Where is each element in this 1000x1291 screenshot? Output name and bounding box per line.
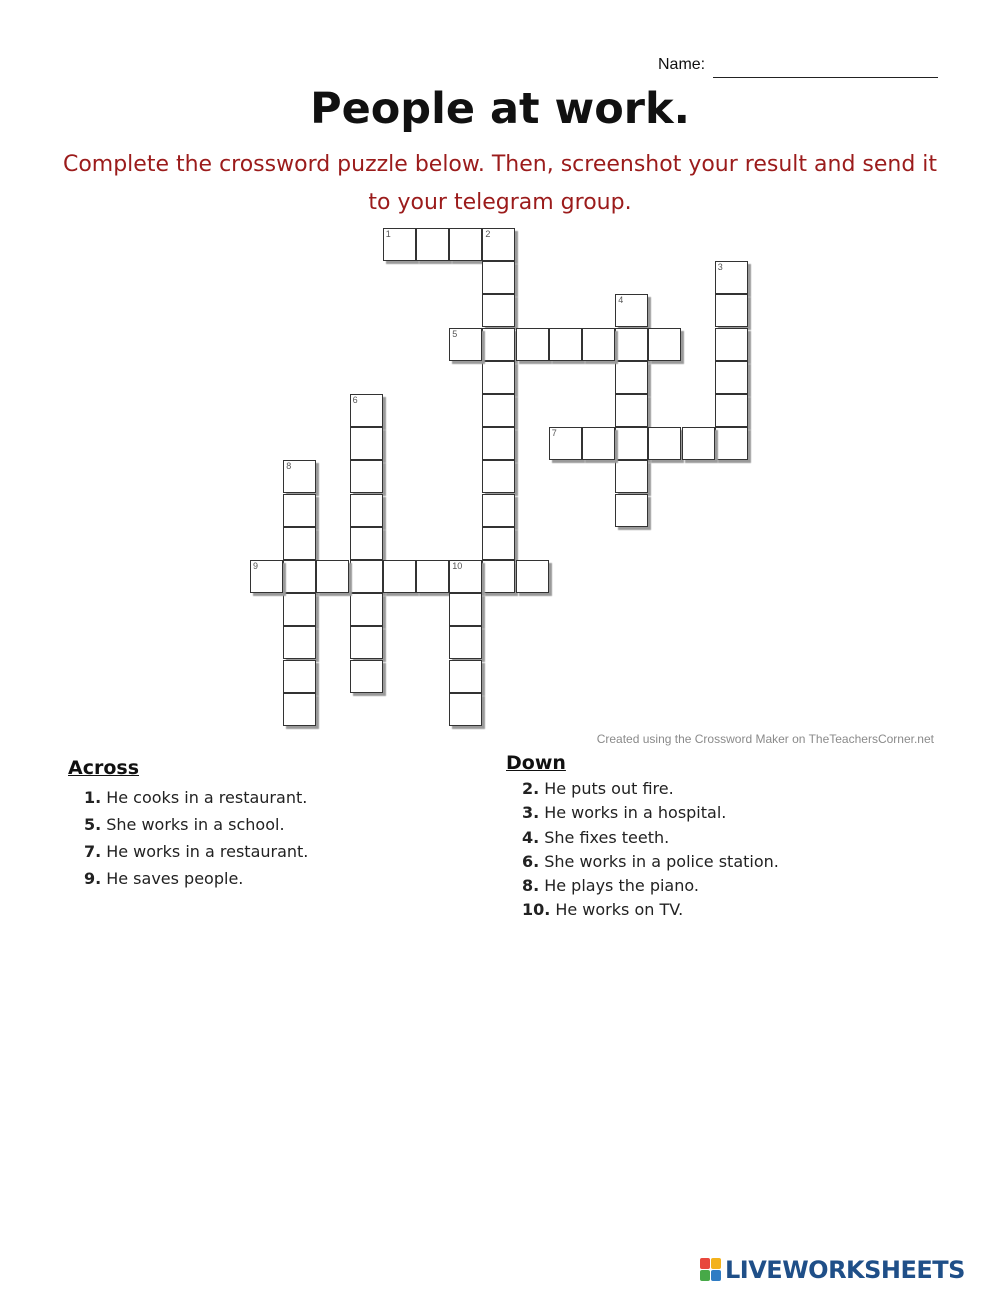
- crossword-cell[interactable]: [615, 494, 648, 527]
- crossword-cell[interactable]: [283, 660, 316, 693]
- mark-block-yellow: [711, 1258, 721, 1269]
- clue-item-number: 10.: [522, 900, 551, 920]
- clue-item-number: 8.: [522, 876, 540, 896]
- crossword-cell[interactable]: [516, 328, 549, 361]
- clue-item: [84, 842, 308, 869]
- crossword-cell[interactable]: [383, 560, 416, 593]
- crossword-cell[interactable]: [482, 361, 515, 394]
- down-heading: Down: [506, 752, 566, 774]
- crossword-cell[interactable]: [482, 394, 515, 427]
- crossword-cell[interactable]: [549, 427, 582, 460]
- clue-item-number: 5.: [84, 815, 102, 834]
- across-clues: [84, 788, 308, 896]
- page-title: People at work.: [310, 84, 690, 134]
- crossword-cell[interactable]: [350, 494, 383, 527]
- crossword-cell[interactable]: [482, 460, 515, 493]
- crossword-cell[interactable]: [350, 626, 383, 659]
- crossword-cell[interactable]: [283, 593, 316, 626]
- crossword-cell[interactable]: [283, 527, 316, 560]
- crossword-cell[interactable]: [350, 460, 383, 493]
- crossword-cell[interactable]: [615, 427, 648, 460]
- crossword-cell[interactable]: [383, 228, 416, 261]
- clue-item-text: She works in a police station.: [544, 851, 779, 871]
- mark-block-blue: [711, 1270, 721, 1281]
- crossword-cell[interactable]: [582, 427, 615, 460]
- crossword-cell[interactable]: [482, 228, 515, 261]
- clue-number: 2: [485, 229, 491, 239]
- crossword-cell[interactable]: [549, 328, 582, 361]
- logo-wordmark: LIVEWORKSHEETS: [725, 1256, 965, 1284]
- clue-item: [522, 779, 779, 803]
- crossword-cell[interactable]: [416, 228, 449, 261]
- clue-item-text: He saves people.: [106, 869, 244, 888]
- crossword-cell[interactable]: [416, 560, 449, 593]
- clue-item: [522, 828, 779, 852]
- crossword-credit: Created using the Crossword Maker on TheTeachersCorner.net: [596, 732, 934, 746]
- clue-item-number: 4.: [522, 827, 540, 847]
- name-label: Name:: [658, 56, 706, 73]
- crossword-cell[interactable]: [350, 660, 383, 693]
- crossword-cell[interactable]: [449, 660, 482, 693]
- clue-number: 8: [286, 461, 292, 472]
- crossword-cell[interactable]: [482, 261, 515, 294]
- crossword-cell[interactable]: [482, 427, 515, 460]
- crossword-cell[interactable]: [482, 294, 515, 327]
- clue-item-number: 3.: [522, 803, 540, 823]
- crossword-cell[interactable]: [283, 693, 316, 726]
- crossword-cell[interactable]: [715, 361, 748, 394]
- crossword-cell[interactable]: [715, 394, 748, 427]
- crossword-cell[interactable]: [516, 560, 549, 593]
- clue-number: 6: [352, 395, 358, 405]
- crossword-cell[interactable]: [449, 693, 482, 726]
- crossword-cell[interactable]: [449, 593, 482, 626]
- crossword-cell[interactable]: [283, 560, 316, 593]
- crossword-cell[interactable]: [283, 460, 316, 493]
- crossword-cell[interactable]: [615, 328, 648, 361]
- crossword-cell[interactable]: [715, 261, 748, 294]
- clue-item-text: He works in a restaurant.: [106, 842, 309, 861]
- clue-item-text: He works on TV.: [555, 900, 684, 920]
- across-heading: Across: [68, 757, 140, 779]
- clue-item-text: He cooks in a restaurant.: [106, 788, 308, 807]
- clue-item-number: 7.: [84, 842, 102, 861]
- crossword-cell[interactable]: [482, 560, 515, 593]
- crossword-cell[interactable]: [283, 494, 316, 527]
- crossword-cell[interactable]: [449, 560, 482, 593]
- clue-number: 10: [452, 561, 463, 571]
- crossword-cell[interactable]: [250, 560, 283, 593]
- clue-item-text: She fixes teeth.: [544, 827, 670, 847]
- mark-block-red: [700, 1258, 710, 1269]
- clue-item: [84, 815, 308, 842]
- clue-number: 7: [551, 428, 557, 439]
- clue-number: 9: [253, 561, 259, 571]
- mark-block-green: [700, 1270, 710, 1281]
- clue-item: [522, 876, 779, 900]
- crossword-cell[interactable]: [482, 527, 515, 560]
- crossword-cell[interactable]: [615, 394, 648, 427]
- crossword-cell[interactable]: [715, 427, 748, 460]
- clue-item-number: 9.: [84, 869, 102, 888]
- crossword-cell[interactable]: [482, 328, 515, 361]
- crossword-cell[interactable]: [350, 394, 383, 427]
- clue-number: 4: [618, 295, 624, 306]
- crossword-cell[interactable]: [350, 560, 383, 593]
- crossword-cell[interactable]: [715, 294, 748, 327]
- crossword-cell[interactable]: [615, 294, 648, 327]
- crossword-cell[interactable]: [449, 228, 482, 261]
- crossword-cell[interactable]: [350, 427, 383, 460]
- clue-item: [522, 803, 779, 827]
- clue-item: [84, 869, 308, 896]
- clue-item: [522, 852, 779, 876]
- crossword-cell[interactable]: [715, 328, 748, 361]
- crossword-cell[interactable]: [648, 328, 681, 361]
- clue-item-number: 2.: [522, 779, 540, 798]
- instructions: Complete the crossword puzzle below. Then, screenshot your result and send it to your telegram group.: [62, 152, 938, 215]
- clue-item-text: He works in a hospital.: [544, 803, 727, 823]
- crossword-cell[interactable]: [350, 527, 383, 560]
- down-clues: [522, 779, 779, 925]
- crossword-cell[interactable]: [350, 593, 383, 626]
- liveworksheets-logo: [700, 1256, 995, 1286]
- crossword-cell[interactable]: [648, 427, 681, 460]
- clue-item: [522, 900, 779, 924]
- crossword-cell[interactable]: [482, 494, 515, 527]
- crossword-cell[interactable]: [615, 460, 648, 493]
- liveworksheets-mark-icon: [700, 1258, 722, 1282]
- crossword-cell[interactable]: [449, 328, 482, 361]
- clue-number: 1: [385, 229, 391, 239]
- clue-item-text: He plays the piano.: [544, 876, 699, 896]
- crossword-cell[interactable]: [449, 626, 482, 659]
- clue-number: 5: [452, 328, 458, 339]
- crossword-cell[interactable]: [615, 361, 648, 394]
- clue-item-number: 6.: [522, 851, 540, 871]
- crossword-cell[interactable]: [283, 626, 316, 659]
- clue-item-text: She works in a school.: [106, 815, 285, 834]
- clue-number: 3: [717, 262, 723, 273]
- crossword-cell[interactable]: [682, 427, 715, 460]
- clue-item-number: 1.: [84, 788, 102, 807]
- crossword-cell[interactable]: [582, 328, 615, 361]
- clue-item: [84, 788, 308, 815]
- clue-item-text: He puts out fire.: [544, 779, 674, 798]
- crossword-cell[interactable]: [316, 560, 349, 593]
